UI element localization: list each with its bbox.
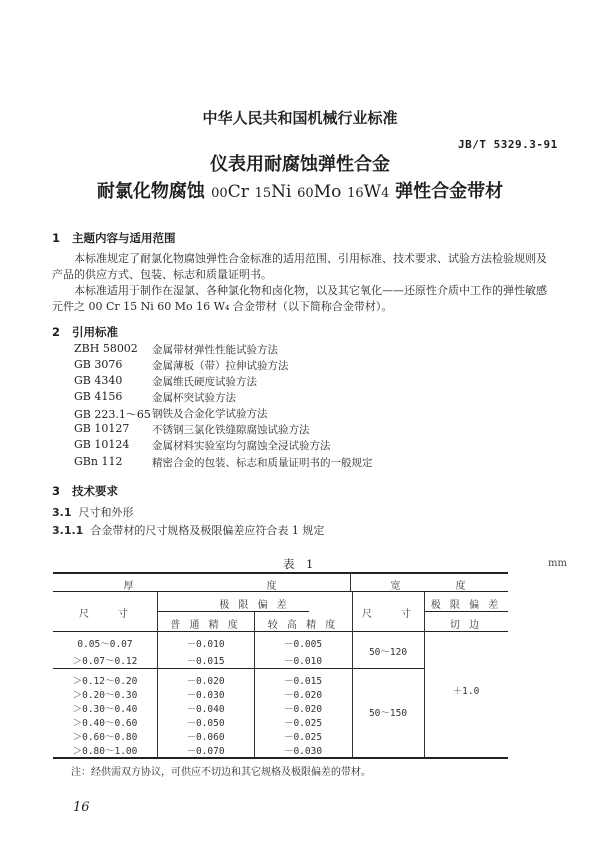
section-1-para2-line1: 本标准适用于制作在湿氯、各种氯化物和卤化物，以及其它氧化——还原性介质中工作的弹性敏感 [74,284,547,297]
section-3-heading: 3 技术要求 [52,484,119,498]
header-width-size: 尺 寸 [362,609,414,620]
table-note: 注：经供需双方协议，可供应不切边和其它规格及极限偏差的带材。 [71,767,371,778]
section-2-heading: 2 引用标准 [52,325,119,339]
cell-size: ＞0.40～0.60 [72,718,138,729]
reference-title: 钢铁及合金化学试验方法 [152,408,268,420]
reference-title: 精密合金的包装、标志和质量证明书的一般规定 [152,457,373,469]
cell-high-precision: －0.020 [283,690,323,701]
title-suffix: 弹性合金带材 [395,181,504,202]
page-number: 16 [73,800,90,815]
cell-high-precision: －0.025 [283,732,323,743]
table-rule [157,611,309,612]
section-1-para2-line2: 元件之 00 Cr 15 Ni 60 Mo 16 W₄ 合金带材（以下简称合金带材）。 [52,300,393,313]
table-bottom-rule [53,757,508,759]
table-rule [424,611,508,612]
cell-size: ＞0.80～1.00 [72,746,138,757]
cell-size: ＞0.12～0.20 [72,676,138,687]
header-thickness: 厚 度 [123,581,280,592]
cell-size: ＞0.30～0.40 [72,704,138,715]
cell-normal-precision: －0.040 [186,704,225,715]
cell-size: ＞0.20～0.30 [72,690,138,701]
section-1-heading: 1 主题内容与适用范围 [52,231,176,245]
cell-high-precision: －0.005 [283,639,323,650]
table-rule [53,631,508,632]
reference-code: GB 4156 [74,390,123,403]
section-1-para1-line2: 产品的供应方式、包装、标志和质量证明书。 [52,268,272,281]
section-3-1-heading: 3.1 尺寸和外形 [52,506,134,519]
table-caption: 表 1 [283,557,314,571]
cell-normal-precision: －0.060 [186,732,225,743]
cell-high-precision: －0.010 [283,656,323,667]
reference-title: 不锈钢三氯化铁缝隙腐蚀试验方法 [152,424,310,436]
cell-size: ＞0.07～0.12 [72,656,138,667]
reference-code: GB 3076 [74,358,123,371]
section-1-para1-line1: 本标准规定了耐氯化物腐蚀弹性合金标准的适用范围、引用标准、技术要求、试验方法检验规则及 [74,252,547,265]
table-unit: mm [548,558,567,569]
cell-trimmed-edge-deviation: ＋1.0 [452,686,480,697]
issuer-heading: 中华人民共和国机械行业标准 [202,109,398,127]
reference-title: 金属材料实验室均匀腐蚀全浸试验方法 [152,440,331,452]
standard-number: JB/T 5329.3-91 [458,138,558,151]
header-limit-deviation: 极 限 偏 差 [219,600,290,611]
cell-normal-precision: －0.070 [186,746,225,757]
reference-title: 金属带材弹性性能试验方法 [152,344,278,356]
cell-high-precision: －0.015 [283,676,323,687]
header-width: 宽 度 [390,581,469,592]
alloy-designation: 00Cr 15Ni 60Mo 16W4 [211,182,390,202]
reference-title: 金属维氏硬度试验方法 [152,376,257,388]
header-trimmed-edge: 切 边 [449,620,483,631]
cell-width-size: 50～150 [368,708,408,719]
cell-normal-precision: －0.010 [186,639,225,650]
reference-code: GB 10127 [74,422,130,435]
cell-high-precision: －0.020 [283,704,323,715]
cell-normal-precision: －0.030 [186,690,225,701]
table-rule [53,668,424,669]
document-title-line2 [0,177,600,203]
cell-size: ＞0.60～0.80 [72,732,138,743]
reference-title: 金属薄板（带）拉伸试验方法 [152,360,289,372]
reference-code: GB 223.1～65 [74,408,151,421]
document-title-line1: 仪表用耐腐蚀弹性合金 [210,154,390,175]
cell-normal-precision: －0.020 [186,676,225,687]
cell-normal-precision: －0.050 [186,718,225,729]
reference-code: GB 4340 [74,374,123,387]
header-high-precision: 较 高 精 度 [267,620,339,631]
reference-code: GBn 112 [74,455,123,468]
title-prefix: 耐氯化物腐蚀 [96,181,205,202]
cell-high-precision: －0.025 [283,718,323,729]
cell-high-precision: －0.030 [283,746,323,757]
table-top-rule [53,572,508,574]
reference-code: ZBH 58002 [74,342,138,355]
header-normal-precision: 普 通 精 度 [170,620,241,631]
reference-code: GB 10124 [74,438,130,451]
section-3-1-1-text: 3.1.1 合金带材的尺寸规格及极限偏差应符合表 1 规定 [52,524,325,537]
cell-size: 0.05～0.07 [77,639,133,650]
header-size: 尺 寸 [79,609,131,620]
cell-normal-precision: －0.015 [186,656,225,667]
cell-width-size: 50～120 [368,647,408,658]
header-width-limit-deviation: 极 限 偏 差 [430,600,502,611]
reference-title: 金属杯突试验方法 [152,392,236,404]
